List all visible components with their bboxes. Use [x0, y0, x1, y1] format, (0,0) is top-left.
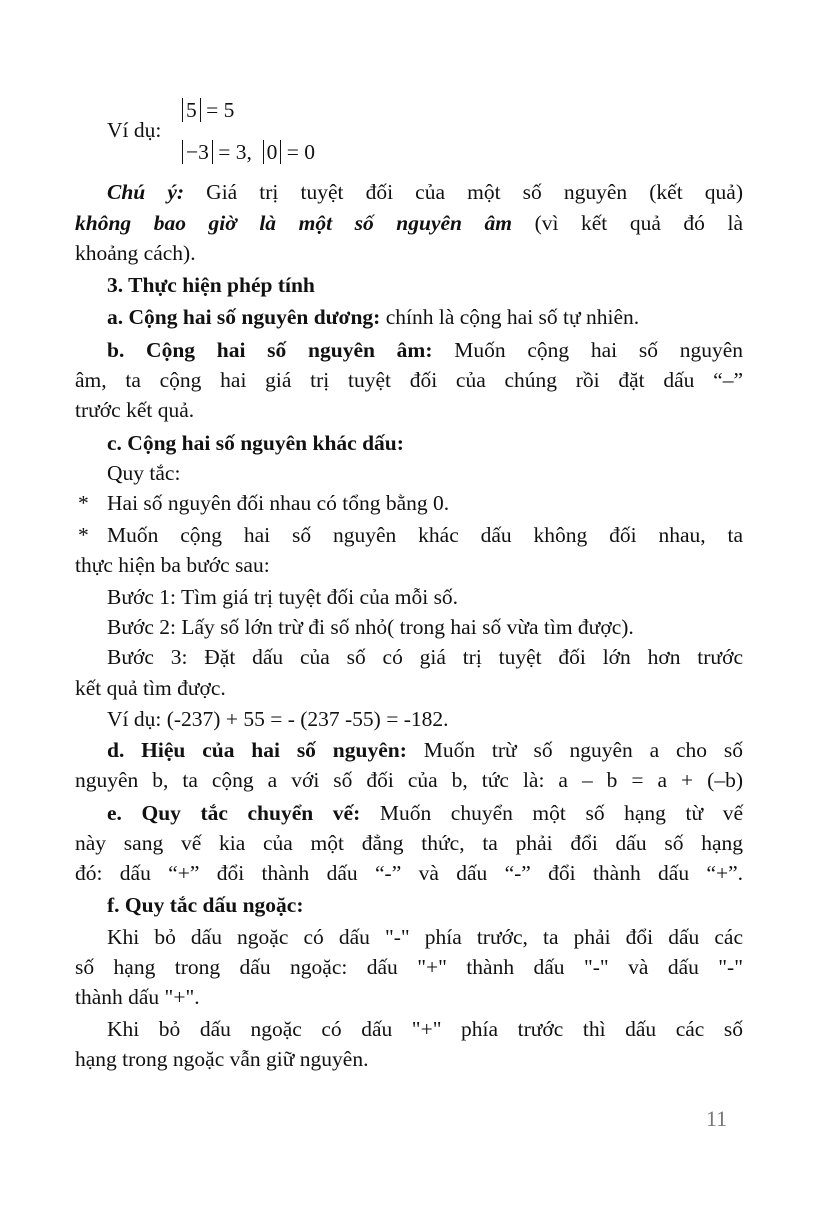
- bullet-star: *: [78, 491, 89, 515]
- text-line: [107, 582, 743, 612]
- text-line: [107, 798, 743, 828]
- text-line: [75, 828, 743, 858]
- text-line: [107, 612, 743, 642]
- text-line: [107, 890, 743, 920]
- emphasis-text: c. Cộng hai số nguyên khác dấu:: [107, 431, 404, 455]
- text-line: [75, 365, 743, 395]
- body-text-span: thành dấu "+".: [75, 985, 200, 1009]
- body-text-span: âm, ta cộng hai giá trị tuyệt đối của chúng rồi đặt dấu “–”: [75, 368, 743, 392]
- body-text-span: này sang vế kia của một đẳng thức, ta phải đổi dấu số hạng: [75, 831, 743, 855]
- text-line: [75, 982, 743, 1012]
- math-abs-5: [182, 95, 234, 125]
- text-line: [107, 335, 743, 365]
- text-line: [75, 952, 743, 982]
- text-line: [107, 428, 743, 458]
- body-text-span: Muốn cộng hai số nguyên khác dấu không đối nhau, ta: [107, 523, 743, 547]
- emphasis-text: Chú ý:: [107, 180, 185, 204]
- page-number: 11: [706, 1106, 728, 1131]
- body-text-span: số hạng trong dấu ngoặc: dấu "+" thành dấu "-" và dấu "-": [75, 955, 743, 979]
- text-line: [75, 238, 743, 268]
- text-line: [75, 765, 743, 795]
- text-line: [75, 208, 743, 238]
- body-text-span: Quy tắc:: [107, 461, 181, 485]
- body-text-span: Giá trị tuyệt đối của một số nguyên (kết quả): [184, 180, 743, 204]
- text-line: [75, 395, 743, 425]
- text-line: [107, 270, 743, 300]
- emphasis-text: b. Cộng hai số nguyên âm:: [107, 338, 433, 362]
- text-line: [75, 1044, 743, 1074]
- body-text-span: Muốn chuyển một số hạng từ vế: [360, 801, 744, 825]
- body-text-span: Bước 1: Tìm giá trị tuyệt đối của mỗi số.: [107, 585, 459, 609]
- text-line: [75, 550, 743, 580]
- emphasis-text: không bao giờ là một số nguyên âm: [75, 211, 513, 235]
- body-text-span: Khi bỏ dấu ngoặc có dấu "-" phía trước, ta phải đổi dấu các: [107, 925, 743, 949]
- body-text-span: Muốn cộng hai số nguyên: [432, 338, 743, 362]
- text-line: [107, 922, 743, 952]
- body-text-span: khoảng cách).: [75, 241, 196, 265]
- body-text-span: Muốn trừ số nguyên a cho số: [406, 738, 744, 762]
- text-line: [107, 1014, 743, 1044]
- math-rhs: = 0: [286, 140, 316, 164]
- math-rhs: = 5: [206, 98, 235, 122]
- abs-value: 0: [263, 140, 282, 164]
- body-text-span: Hai số nguyên đối nhau có tổng bằng 0.: [107, 491, 450, 515]
- abs-value: −3: [182, 140, 213, 164]
- body-text-span: thực hiện ba bước sau:: [75, 553, 270, 577]
- math-abs-neg3-and-0: [182, 137, 315, 167]
- emphasis-text: 3. Thực hiện phép tính: [107, 273, 315, 297]
- body-text-span: đó: dấu “+” đổi thành dấu “-” và dấu “-” đổi thành dấu “+”.: [75, 861, 743, 885]
- text-line: [107, 642, 743, 672]
- text-line: [107, 458, 743, 488]
- emphasis-text: d. Hiệu của hai số nguyên:: [107, 738, 407, 762]
- text-line: [107, 735, 743, 765]
- body-text-span: trước kết quả.: [75, 398, 195, 422]
- emphasis-text: f. Quy tắc dấu ngoặc:: [107, 893, 304, 917]
- emphasis-text: e. Quy tắc chuyển vế:: [107, 801, 361, 825]
- body-text-span: chính là cộng hai số tự nhiên.: [380, 305, 640, 329]
- text-line: [107, 488, 743, 518]
- text-line: [107, 520, 743, 550]
- body-text-span: Bước 3: Đặt dấu của số có giá trị tuyệt đối lớn hơn trước: [107, 645, 743, 669]
- text-line: [107, 704, 743, 734]
- body-text-span: Khi bỏ dấu ngoặc có dấu "+" phía trước thì dấu các số: [107, 1017, 743, 1041]
- text-line: [107, 177, 743, 207]
- text-line: [75, 858, 743, 888]
- body-text-span: (vì kết quả đó là: [512, 211, 743, 235]
- text-line: [75, 673, 743, 703]
- abs-value: 5: [182, 98, 201, 122]
- text-line: [107, 302, 743, 332]
- math-rhs: = 3,: [218, 140, 252, 164]
- body-text-span: nguyên b, ta cộng a với số đối của b, tức là: a – b = a + (–b): [75, 768, 743, 792]
- emphasis-text: a. Cộng hai số nguyên dương:: [107, 305, 381, 329]
- body-text-span: Ví dụ: (-237) + 55 = - (237 -55) = -182.: [107, 707, 449, 731]
- body-text-span: Bước 2: Lấy số lớn trừ đi số nhỏ( trong hai số vừa tìm được).: [107, 615, 634, 639]
- example-label: Ví dụ:: [107, 118, 162, 142]
- bullet-star: *: [78, 523, 89, 547]
- body-text-span: hạng trong ngoặc vẫn giữ nguyên.: [75, 1047, 369, 1071]
- body-text-span: kết quả tìm được.: [75, 676, 226, 700]
